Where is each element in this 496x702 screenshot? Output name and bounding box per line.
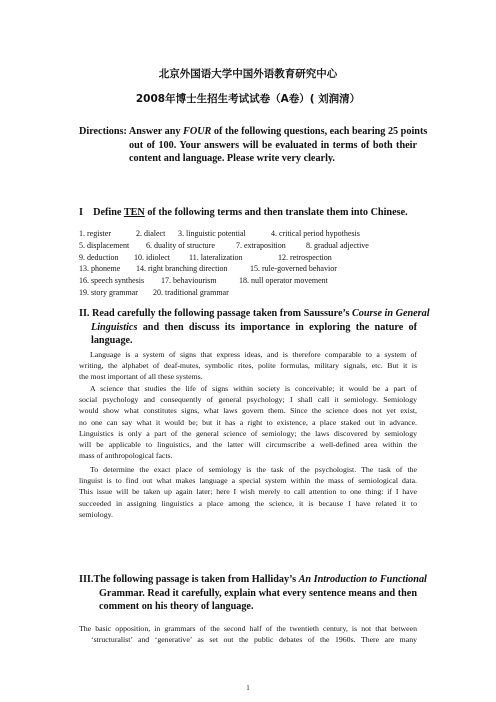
term: 12. retrospection (278, 252, 332, 262)
term: 9. deduction (79, 252, 119, 262)
term: 20. traditional grammar (153, 287, 229, 297)
term: 7. extraposition (236, 240, 286, 250)
term: 18. null operator movement (239, 276, 328, 286)
exam-title: 2008年博士生招生考试试卷（A卷）( 刘润清） (135, 93, 361, 105)
term: 1. register (79, 229, 111, 238)
section-3-heading: III.The following passage is taken from Halliday’s An Introduction to Functional Grammar. Read it carefully, explain what every sentence means and then comment on his theory of language. (79, 574, 427, 612)
term: 10. idiolect (134, 252, 170, 262)
passage-paragraph: A science that studies the life of signs within society is conceivable; it would be a part of social psychology and consequently of general psychology; I shall call it semiology. Semiology would show what constitutes signs, what laws govern them. Since the science does not yet exist, no one can say what it would be; but it has a right to existence, a place staked out in advance. Linguistics is only a part of the general science of semiology; the laws discovered by semiology will be applicable to linguistics, and the latter will circumscribe a well-defined area within the mass of anthropological facts. (79, 384, 417, 461)
term-row (79, 263, 417, 275)
term-row (79, 275, 417, 287)
institution-title: 北京外国语大学中国外语教育研究中心 (158, 68, 338, 80)
directions-line: content and language. Please write very clearly. (129, 153, 335, 164)
term-row (79, 240, 417, 252)
passage-paragraph: To determine the exact place of semiology is the task of the psychologist. The task of the linguist is to find out what makes language a special system within the mass of semiological data. This issue will be taken up again later; here I wish merely to call attention to one thing: if I have succeeded in assigning linguistics a place among the science, it is because I have related it to semiology. (79, 465, 417, 519)
term: 14. right branching direction (136, 264, 228, 274)
term: 17. behaviourism (161, 276, 217, 286)
section-2-heading: II. Read carefully the following passage taken from Saussure’s Course in General Linguistics and then discuss its importance in exploring the nature of language. (79, 308, 430, 346)
directions-line: Directions: Answer any FOUR of the following questions, each bearing 25 points (79, 126, 428, 137)
term: 4. critical period hypothesis (271, 229, 360, 238)
passage-paragraph: The basic opposition, in grammars of the second half of the twentieth century, is not that between ‘structuralist’ and ‘generative’ as set out the public debates of the 1960s. There are many (79, 624, 417, 645)
term: 2. dialect (136, 229, 166, 238)
term-row (79, 252, 417, 264)
section-1-heading: I Define TEN of the following terms and then translate them into Chinese. (79, 207, 408, 218)
term: 16. speech synthesis (79, 276, 145, 286)
term: 11. lateralization (189, 252, 243, 262)
term: 8. gradual adjective (306, 240, 369, 250)
term: 3. linguistic potential (178, 229, 246, 238)
term-row (79, 287, 417, 299)
directions (79, 125, 428, 166)
passage-paragraph: Language is a system of signs that express ideas, and is therefore comparable to a system of writing, the alphabet of deaf-mutes, symbolic rites, polite formulas, military signals, etc. But it is the most important of all these systems. (79, 350, 417, 382)
term: 13. phoneme (79, 264, 121, 274)
page-number: 1 (246, 684, 250, 692)
term: 6. duality of structure (146, 240, 215, 250)
directions-line: out of 100. Your answers will be evaluated in terms of both their (129, 139, 417, 151)
term: 15. rule-governed behavior (250, 264, 337, 274)
terms-list (79, 228, 417, 299)
term: 5. displacement (79, 240, 130, 250)
term: 19. story grammar (79, 287, 138, 297)
term-row (79, 228, 417, 240)
